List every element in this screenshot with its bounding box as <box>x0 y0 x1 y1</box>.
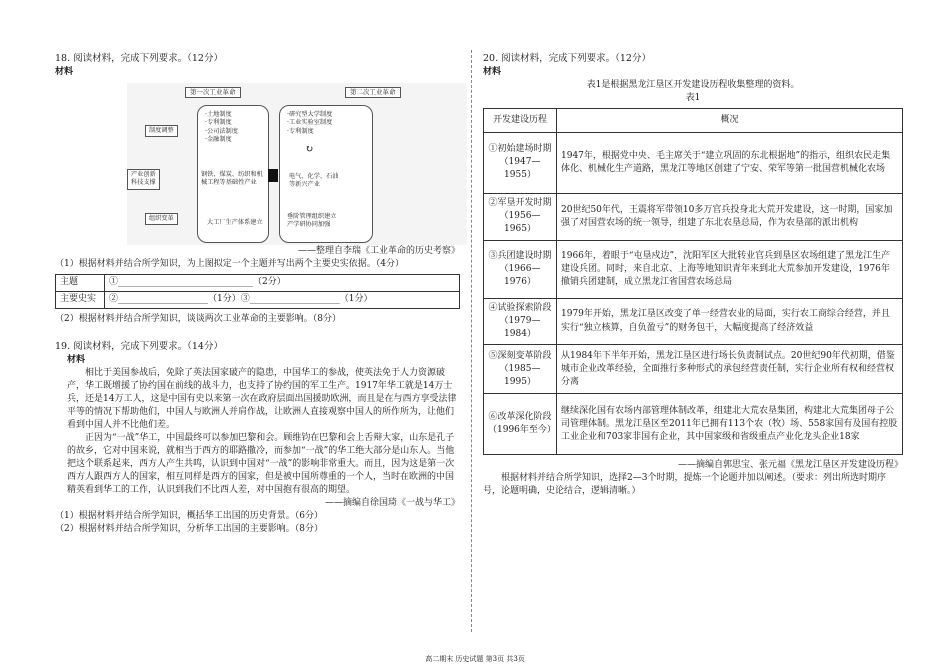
q19-material-label: 材料 <box>67 354 86 365</box>
column-header-overview: 概况 <box>557 108 903 132</box>
diagram-left-institutions: ·土地制度 ·专利制度 ·公司法制度 ·金融制度 <box>205 110 238 143</box>
column-header-phase: 开发建设历程 <box>484 108 557 132</box>
table-row <box>484 193 903 240</box>
table-row <box>56 274 460 291</box>
q18-header: 18. 阅读材料，完成下列要求。（12分） <box>55 53 223 64</box>
desc-cell: 1947年，根据党中央、毛主席关于“建立巩固的东北根据地”的指示，组织农民走集体化、机械化生产道路，黑龙江等地区创建了宁安、荣军等第一批国营机械化农场 <box>557 132 903 193</box>
q20-instruction: 根据材料并结合所学知识，选择2—3个时期，提炼一个论题并加以阐述。（要求：列出所选时期序号，论题明确，史论结合，逻辑清晰。） <box>483 473 886 497</box>
desc-cell: 继续深化国有农场内部管理体制改革，组建北大荒农垦集团，构建北大荒集团母子公司管理体制。黑龙江垦区至2011年已拥有113个农（牧）场、558家国有及国有控股工业企业和703家非国有企业，其中国家级和省级重点产业化龙头企业18家 <box>557 394 903 455</box>
table-row <box>56 291 460 308</box>
diagram-title-second-revolution: 第二次工业革命 <box>345 87 401 98</box>
desc-cell: 从1984年下半年开始，黑龙江垦区进行场长负责制试点。20世纪90年代初期，借鉴城市企业改革经验，全面推行多种形式的承包经营责任制，实行企业所有权和经营权分离 <box>557 345 903 394</box>
diagram-right-institutions: ·研究型大学制度 ·工业实验室制度 ·专利制度 <box>287 110 333 135</box>
desc-cell: 1979年开始，黑龙江垦区改变了单一经营农业的局面，实行农工商综合经营，并且实行“独立核算，自负盈亏”的财务包干，大幅度提高了经济效益 <box>557 298 903 344</box>
q18-sub1: （1）根据材料并结合所学知识，为上图拟定一个主题并写出两个主要史实依据。（4分） <box>55 258 404 269</box>
facts-label: 主要史实 <box>56 291 105 308</box>
phase-cell: ③兵团建设时期（1966—1976） <box>484 240 557 298</box>
desc-cell: 1966年，着眼于“屯垦戍边”，沈阳军区大批转业官兵到垦区农场组建了黑龙江生产建设兵团。同时，来自北京、上海等地知识青年来到北大荒参加开发建设，1976年撤销兵团建制，成立黑龙江省国营农场总局 <box>557 240 903 298</box>
table-row <box>484 240 903 298</box>
q19-paragraph-1: 相比于美国参战后，免除了英法国家破产的隐患，中国华工的参战，使英法免于人力资源破产，华工既增援了协约国在前线的战斗力，也支持了协约国的军工生产。1917年华工就是14万士兵，还是14万工人，这是中国有史以来第一次在政府层面出国援助欧洲，而且是在与西方享受法律平等的情况下帮助他们，中国人与欧洲人并肩作战，让欧洲人直接观察中国人的所作所为，让他们看到中国人并不比他们差。 <box>67 367 457 430</box>
q20-header: 20. 阅读材料，完成下列要求。（12分） <box>483 53 651 64</box>
q19-sub2: （2）根据材料并结合所学知识，分析华工出国的主要影响。（8分） <box>55 524 323 535</box>
table-row <box>484 132 903 193</box>
q19-header: 19. 阅读材料，完成下列要求。（14分） <box>55 340 223 352</box>
diagram-connector-block <box>268 169 278 182</box>
diagram-left-organization: 大工厂生产体系建立 <box>207 218 263 226</box>
q18-source: ——整理自李瑞《工业革命的历史考察》 <box>297 245 460 256</box>
phase-cell: ⑤深刻变革阶段（1985—1995） <box>484 345 557 394</box>
diagram-arrow-icon: ↻ <box>305 143 314 155</box>
page-footer: 高二期末 历史试题 第3页 共3页 <box>425 655 525 663</box>
q19-sub1: （1）根据材料并结合所学知识，概括华工出国的历史背景。（6分） <box>55 511 323 522</box>
q18-sub2: （2）根据材料并结合所学知识，谈谈两次工业革命的主要影响。（8分） <box>55 313 341 324</box>
diagram-right-industries: 电气、化学、石油 等新兴产业 <box>289 172 339 189</box>
left-column <box>55 52 460 536</box>
desc-cell: 20世纪50年代，王震将军带领10多万官兵投身北大荒开发建设，这一时期，国家加强了对国营农场的统一领导，组建了东北农垦总局，作为农垦部的派出机构 <box>557 193 903 240</box>
table-row <box>484 345 903 394</box>
diagram-left-industries: 钢铁、煤炭、纺织和机 械工程等基础性产业 <box>201 170 263 187</box>
phase-cell: ①初始建场时期（1947—1955） <box>484 132 557 193</box>
table-row <box>484 394 903 455</box>
q20-source: ——摘编自郭思宝、张元福《黑龙江垦区开发建设历程》 <box>677 460 903 471</box>
topic-blank: ①______________________________（2分） <box>105 274 460 291</box>
q18-diagram <box>127 83 467 245</box>
diagram-label-organization: 组织变革 <box>145 213 178 225</box>
diagram-title-first-revolution: 第一次工业革命 <box>185 87 241 98</box>
phase-cell: ②军垦开发时期（1956—1965） <box>484 193 557 240</box>
q20-table-title: 表1 <box>685 92 701 103</box>
phase-cell: ④试验探索阶段（1979—1984） <box>484 298 557 344</box>
diagram-label-industry: 产业创新 科技支撑 <box>127 169 160 190</box>
q18-answer-table <box>55 274 460 309</box>
diagram-label-institution: 制度调整 <box>145 125 178 137</box>
q20-data-table <box>483 108 903 455</box>
topic-label: 主题 <box>56 274 105 291</box>
q19-paragraph-2: 正因为“一战”华工，中国最终可以参加巴黎和会。顾维钧在巴黎和会上舌辩大家，山东是孔子的故乡，它对中国来说，就相当于西方的耶路撒冷，而参加“一战”的华工绝大部分是山东人。当他把这个联系起来，西方人产生共鸣，认识到中国对“一战”的影响非常重大。而且，因为这是第一次西方人跟西方人的国家，相互同样是西方的国家，但是被中国所尊重的一个人，当时在欧洲的中国精英看到华工的工作，认识到我们不比西人差，对中国抱有很高的期望。 <box>67 433 455 496</box>
q20-table-caption: 表1是根据黑龙江垦区开发建设历程收集整理的资料。 <box>586 79 800 90</box>
table-header-row <box>484 108 903 132</box>
q20-material-label: 材料 <box>483 66 502 77</box>
q19-source: ——摘编自徐国琦《一战与华工》 <box>324 498 460 509</box>
q18-material-label: 材料 <box>55 66 74 77</box>
column-divider <box>471 50 472 632</box>
facts-blank: ②____________________（1分）③____________________（1分） <box>105 291 460 308</box>
right-column <box>483 52 903 498</box>
table-row <box>484 298 903 344</box>
phase-cell: ⑥改革深化阶段（1996年至今） <box>484 394 557 455</box>
diagram-right-organization: 垂阶管理组织建立 产学研协同加强 <box>287 212 337 229</box>
